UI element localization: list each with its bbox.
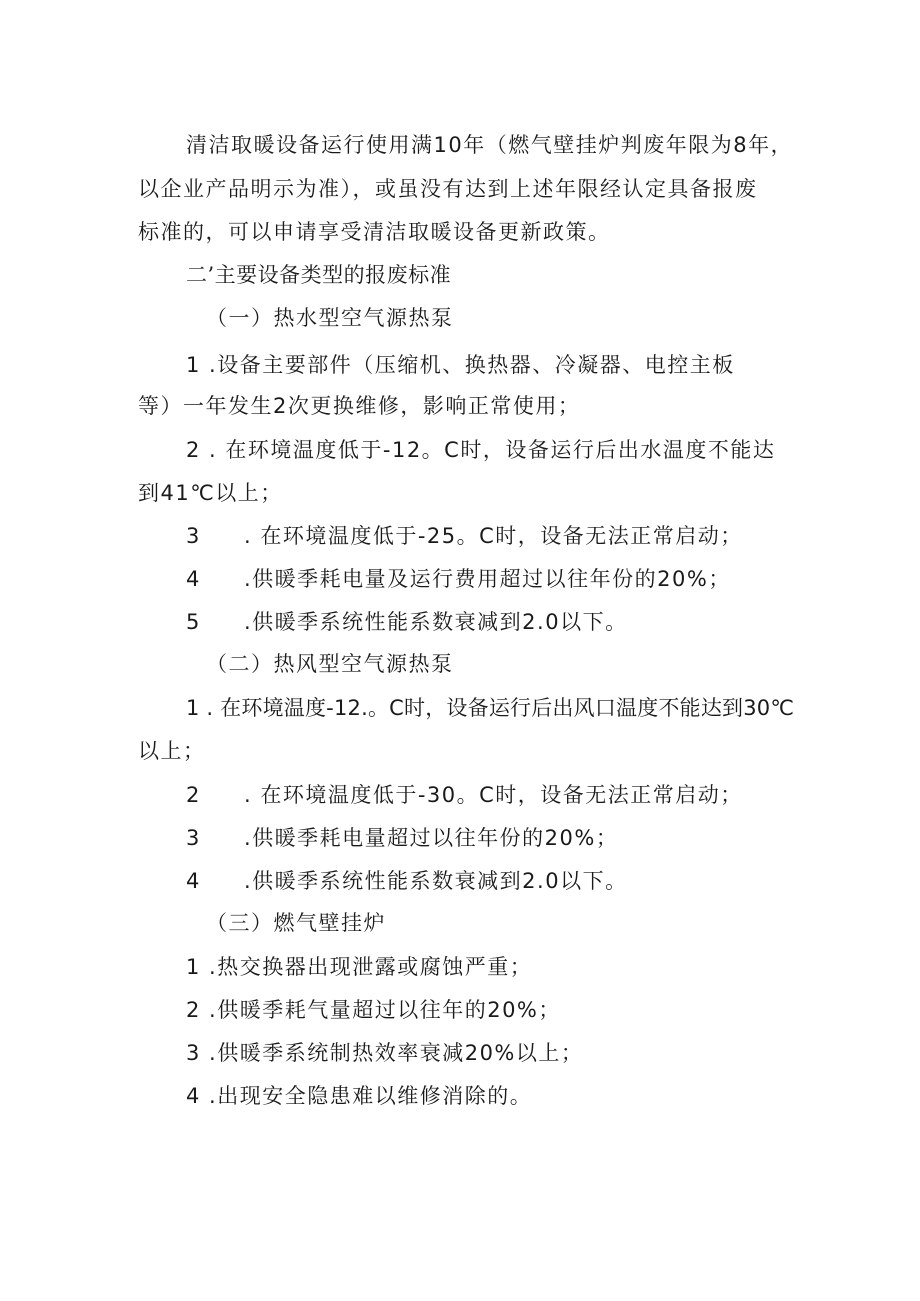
sub1-item4-number: 4 bbox=[186, 567, 200, 591]
subsection-heading-1: （一）热水型空气源热泵 bbox=[206, 306, 454, 330]
intro-line-1: 清洁取暖设备运行使用满10年（燃气壁挂炉判废年限为8年， bbox=[186, 133, 794, 157]
sub2-item3-text: .供暖季耗电量超过以往年份的20%； bbox=[244, 826, 619, 850]
sub2-item2-number: 2 bbox=[186, 783, 200, 807]
subsection-heading-3: （三）燃气壁挂炉 bbox=[206, 911, 386, 935]
sub1-item1-line2: 等）一年发生2次更换维修，影响正常使用； bbox=[138, 394, 581, 418]
sub1-item3-number: 3 bbox=[186, 524, 200, 548]
intro-line-3: 标准的，可以申请享受清洁取暖设备更新政策。 bbox=[138, 220, 611, 244]
sub2-item2-text: . 在环境温度低于-30。C时，设备无法正常启动； bbox=[244, 783, 743, 807]
sub1-item4-text: .供暖季耗电量及运行费用超过以往年份的20%； bbox=[244, 567, 731, 591]
section-heading-2: 二’主要设备类型的报废标准 bbox=[186, 263, 452, 287]
sub1-item3-text: . 在环境温度低于-25。C时，设备无法正常启动； bbox=[244, 524, 743, 548]
sub1-item2-line1: 2 . 在环境温度低于-12。C时，设备运行后出水温度不能达 bbox=[186, 438, 776, 462]
sub1-item1-line1: 1 .设备主要部件（压缩机、换热器、冷凝器、电控主板 bbox=[186, 353, 735, 377]
sub3-item1: 1 .热交换器出现泄露或腐蚀严重； bbox=[186, 955, 533, 979]
sub2-item1-line1: 1 . 在环境温度-12.。C时，设备运行后出风口温度不能达到30℃ bbox=[186, 696, 795, 720]
subsection-heading-2: （二）热风型空气源热泵 bbox=[206, 652, 454, 676]
sub2-item3-number: 3 bbox=[186, 826, 200, 850]
intro-line-2: 以企业产品明示为准），或虽没有达到上述年限经认定具备报废 bbox=[138, 177, 758, 201]
sub2-item1-line2: 以上； bbox=[138, 739, 206, 763]
sub2-item4-number: 4 bbox=[186, 869, 200, 893]
sub1-item5-text: .供暖季系统性能系数衰减到2.0以下。 bbox=[244, 610, 628, 634]
sub1-item2-line2: 到41℃以上； bbox=[138, 481, 283, 505]
sub3-item2: 2 .供暖季耗气量超过以往年的20%； bbox=[186, 998, 561, 1022]
sub3-item4: 4 .出现安全隐患难以维修消除的。 bbox=[186, 1084, 533, 1108]
sub3-item3: 3 .供暖季系统制热效率衰减20%以上； bbox=[186, 1041, 584, 1065]
sub1-item5-number: 5 bbox=[186, 610, 200, 634]
sub2-item4-text: .供暖季系统性能系数衰减到2.0以下。 bbox=[244, 869, 628, 893]
